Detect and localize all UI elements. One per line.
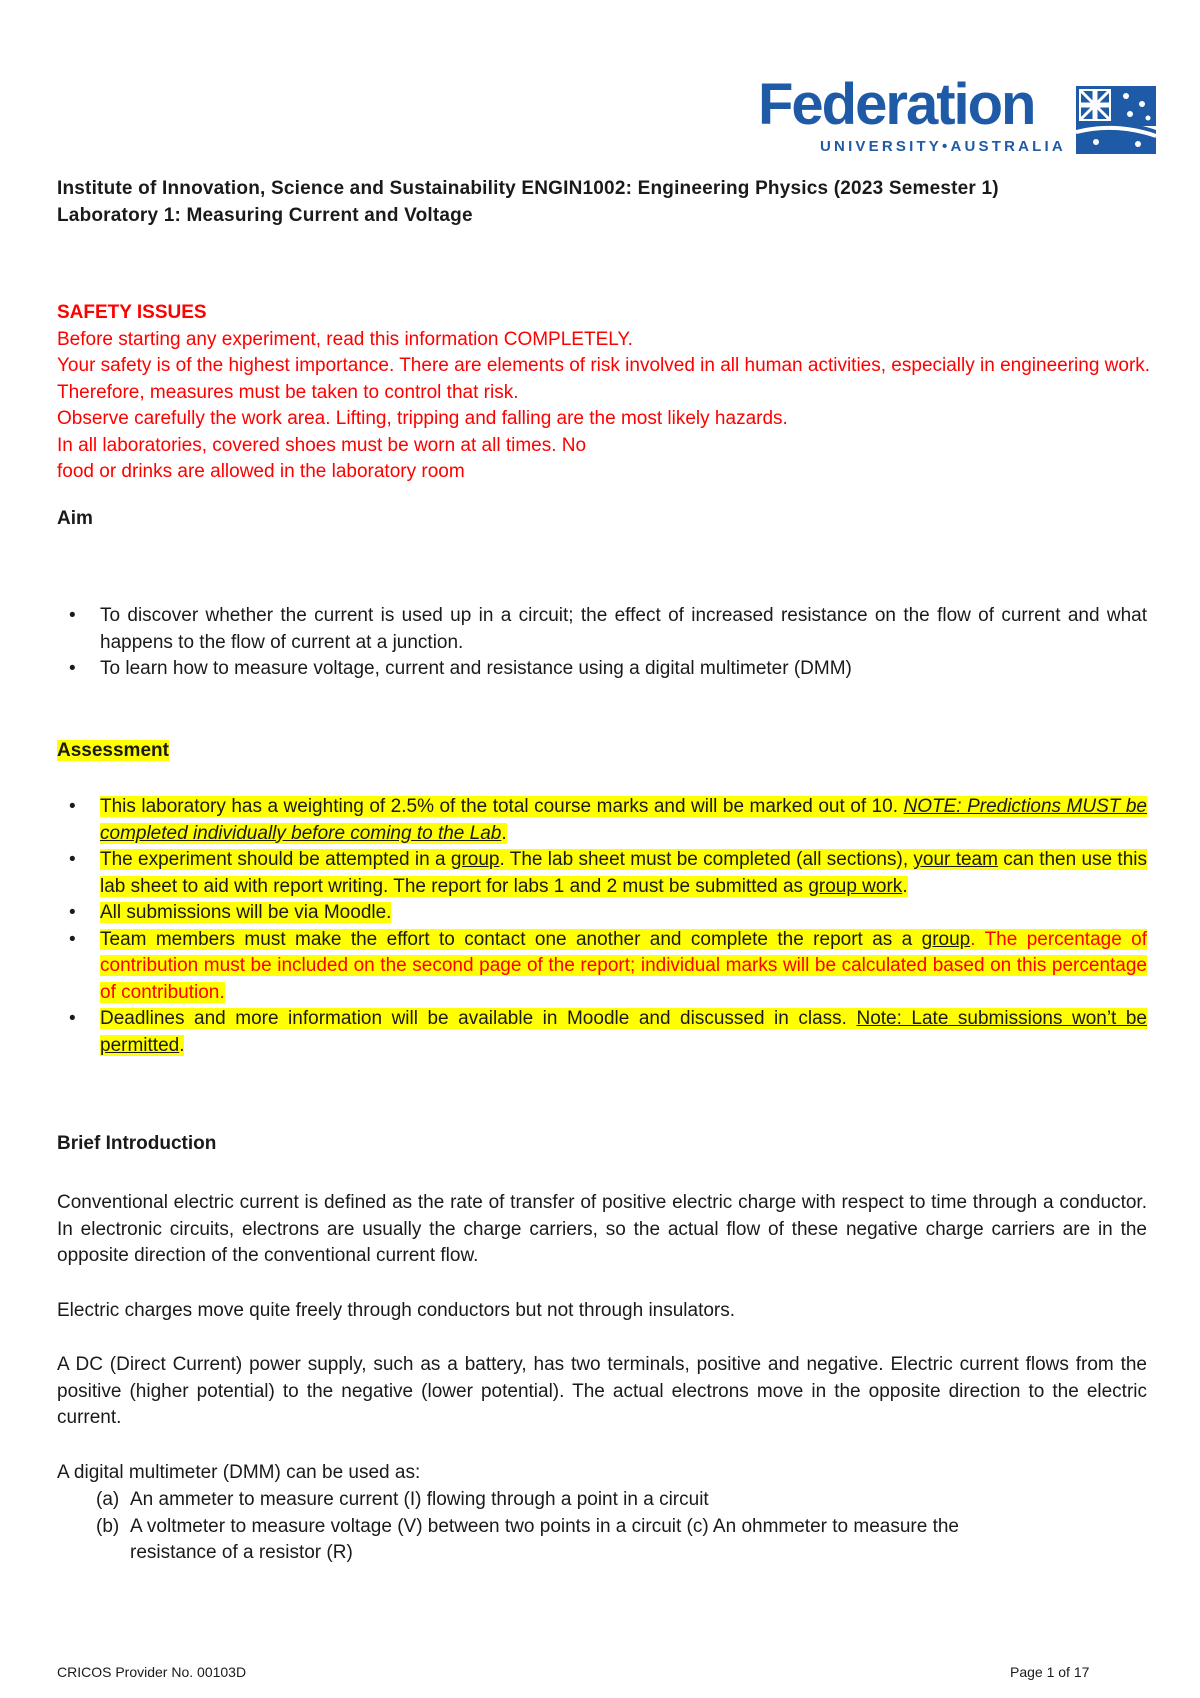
list-item: • Team members must make the effort to contact one another and complete the report as a group. The percentage of contribution must be included on the second page of the report; individual marks will be calculated based on this percentage of contribution. [69, 928, 1148, 1003]
safety-line: Observe carefully the work area. Lifting, tripping and falling are the most likely hazards. [57, 408, 788, 429]
safety-title: SAFETY ISSUES [57, 302, 207, 323]
aim-title: Aim [57, 508, 93, 529]
bullet-icon: • [69, 1008, 76, 1029]
bullet-icon: • [69, 796, 76, 817]
list-item: • This laboratory has a weighting of 2.5% of the total course marks and will be marked out of 10. NOTE: Predictions MUST be completed individually before coming to the Lab. [69, 796, 1147, 844]
list-item: (a) An ammeter to measure current (I) flowing through a point in a circuit [96, 1489, 709, 1510]
bullet-icon: • [69, 605, 76, 626]
lab-title: Laboratory 1: Measuring Current and Voltage [57, 205, 473, 226]
safety-line: In all laboratories, covered shoes must be worn at all times. No [57, 434, 587, 456]
list-item: • All submissions will be via Moodle. [57, 900, 1147, 927]
list-item: • To discover whether the current is used up in a circuit; the effect of increased resistance on the flow of current and what happens to the flow of current at a junction. [69, 605, 1147, 653]
federation-logo [758, 72, 1158, 156]
dmm-uses-list [96, 1487, 1146, 1567]
list-item: (b) A voltmeter to measure voltage (V) between two points in a circuit (c) An ohmmeter to measure the resistance of a resistor (R) [96, 1515, 959, 1563]
assessment-list [57, 794, 1147, 1059]
list-item: • The experiment should be attempted in a group. The lab sheet must be completed (all sections), your team can then use this lab sheet to aid with report writing. The report for labs 1 and 2 must be submitted as group work. [69, 849, 1147, 897]
safety-section [57, 300, 1157, 486]
flag-icon [1076, 86, 1156, 154]
bullet-icon: • [69, 658, 76, 679]
page-number: Page 1 of 17 [1010, 1664, 1090, 1680]
document-header [57, 175, 1157, 229]
logo-wordmark: Federation [758, 72, 1035, 137]
bullet-icon: • [69, 902, 76, 923]
intro-paragraph: Electric charges move quite freely through conductors but not through insulators. [57, 1300, 736, 1321]
list-item: • Deadlines and more information will be available in Moodle and discussed in class. Note: Late submissions won’t be permitted. [69, 1008, 1147, 1056]
footer-cricos: CRICOS Provider No. 00103D [57, 1664, 247, 1680]
aim-list [57, 603, 1147, 683]
list-item: • To learn how to measure voltage, current and resistance using a digital multimeter (DMM) [57, 656, 1147, 683]
intro-title: Brief Introduction [57, 1133, 217, 1154]
intro-paragraph: A digital multimeter (DMM) can be used as: [57, 1462, 421, 1483]
logo-subtitle: UNIVERSITY•AUSTRALIA [820, 138, 1066, 155]
assessment-title: Assessment [57, 740, 169, 761]
intro-paragraph: Conventional electric current is defined as the rate of transfer of positive electric charge with respect to time through a conductor. In electronic circuits, electrons are usually the charge carriers, so the actual flow of these negative charge carriers are in the opposite direction of the conventional current flow. [57, 1192, 1147, 1266]
bullet-icon: • [69, 849, 76, 870]
bullet-icon: • [69, 928, 76, 950]
safety-line: Before starting any experiment, read this information COMPLETELY. [57, 328, 633, 350]
intro-paragraph: A DC (Direct Current) power supply, such as a battery, has two terminals, positive and negative. Electric current flows from the positive (higher potential) to the negative (lower potential). The actual electrons move in the opposite direction to the electric current. [57, 1354, 1147, 1428]
safety-line: food or drinks are allowed in the laboratory room [57, 461, 465, 482]
safety-line: Your safety is of the highest importance. There are elements of risk involved in all human activities, especially in engineering work. Therefore, measures must be taken to control that risk. [57, 355, 1151, 403]
course-title: Institute of Innovation, Science and Sustainability ENGIN1002: Engineering Physics (2023 Semester 1) [57, 178, 999, 199]
